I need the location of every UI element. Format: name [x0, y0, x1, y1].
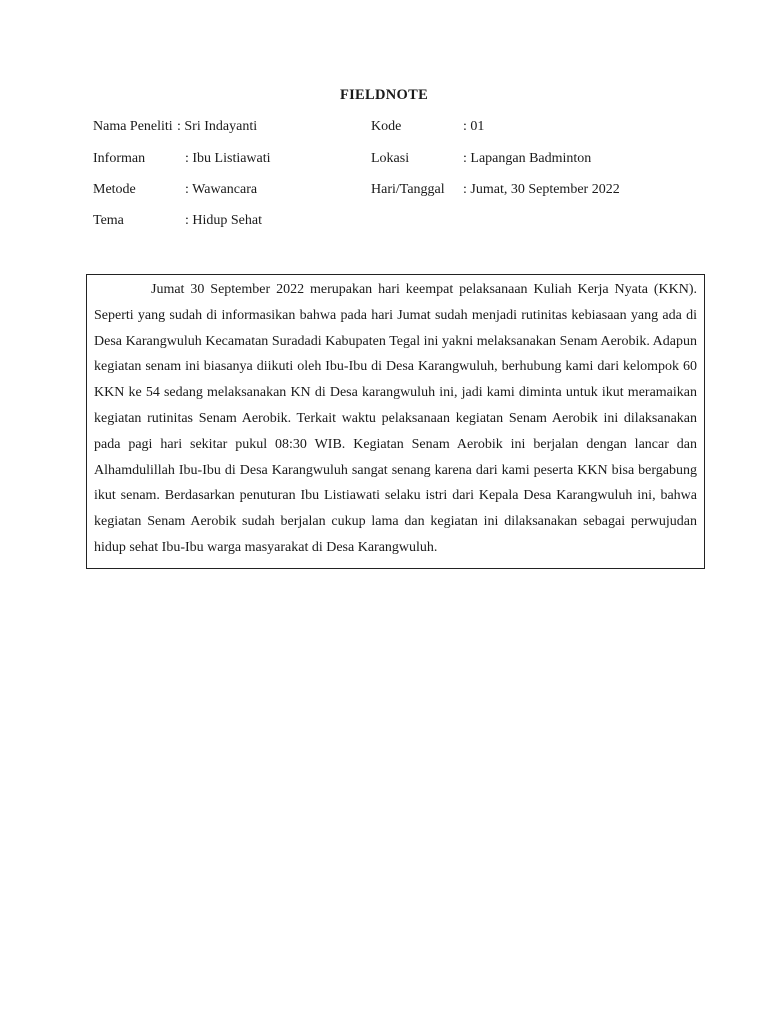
researcher-label: Nama Peneliti — [93, 119, 173, 134]
method-label: Metode — [93, 182, 136, 197]
code-value: : 01 — [463, 119, 485, 134]
code-label: Kode — [371, 119, 402, 134]
meta-row-method-date — [93, 182, 693, 202]
researcher-value: : Sri Indayanti — [177, 119, 258, 134]
page-title: FIELDNOTE — [339, 87, 429, 103]
fieldnote-box — [86, 274, 705, 569]
theme-label: Tema — [93, 213, 124, 228]
location-label: Lokasi — [371, 151, 410, 166]
theme-value: : Hidup Sehat — [185, 213, 262, 228]
meta-row-informant-location — [93, 151, 693, 171]
date-label: Hari/Tanggal — [371, 182, 445, 197]
informant-label: Informan — [93, 151, 146, 166]
method-value: : Wawancara — [185, 182, 258, 197]
location-value: : Lapangan Badminton — [463, 151, 592, 166]
informant-value: : Ibu Listiawati — [185, 151, 271, 166]
fieldnote-paragraph: Jumat 30 September 2022 merupakan hari keempat pelaksanaan Kuliah Kerja Nyata (KKN). Seperti yang sudah di informasikan bahwa pada hari Jumat sudah menjadi rutinitas kebiasaan yang ada di Desa Karangwuluh Kecamatan Suradadi Kabupaten Tegal ini yakni melaksanakan Senam Aerobik. Adapun kegiatan senam ini biasanya diikuti oleh Ibu-Ibu di Desa Karangwuluh, berhubung kami dari kelompok 60 KKN ke 54 sedang melaksanakan KN di Desa karangwuluh ini, jadi kami diminta untuk ikut meramaikan kegiatan rutinitas Senam Aerobik. Terkait waktu pelaksanaan kegiatan Senam Aerobik ini dilaksanakan pada pagi hari sekitar pukul 08:30 WIB. Kegiatan Senam Aerobik ini berjalan dengan lancar dan Alhamdulillah Ibu-Ibu di Desa Karangwuluh sangat senang karena dari kami peserta KKN bisa bergabung ikut senam. Berdasarkan penuturan Ibu Listiawati selaku istri dari Kepala Desa Karangwuluh ini, bahwa kegiatan Senam Aerobik sudah berjalan cukup lama dan kegiatan ini dilaksanakan sebagai perwujudan hidup sehat Ibu-Ibu warga masyarakat di Desa Karangwuluh. — [94, 282, 697, 555]
meta-row-theme — [93, 213, 693, 233]
date-value: : Jumat, 30 September 2022 — [463, 182, 620, 197]
meta-row-researcher-code — [93, 119, 693, 139]
